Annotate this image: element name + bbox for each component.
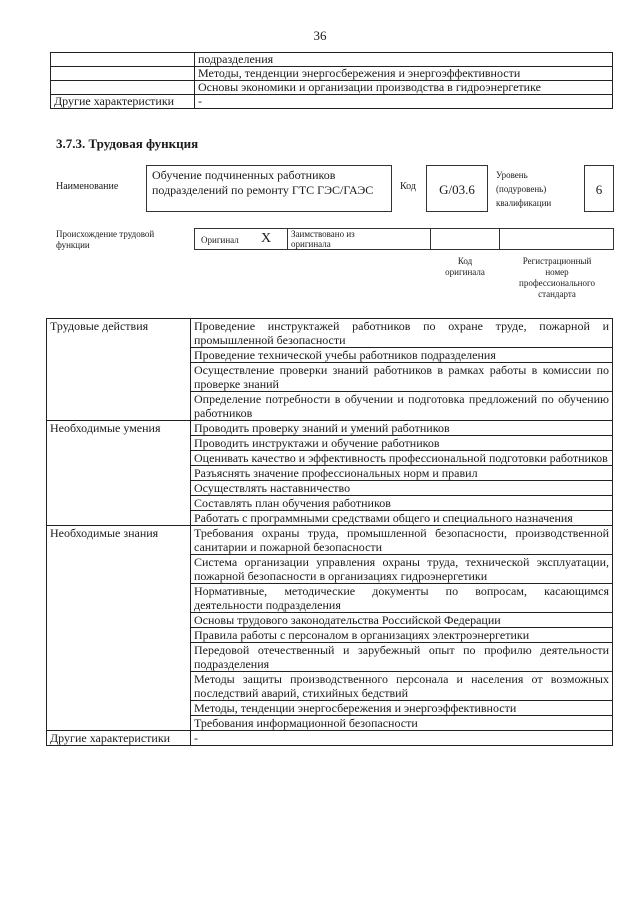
continuation-table	[50, 52, 613, 109]
table-cell: Работать с программными средствами общего и специального назначения	[191, 511, 613, 526]
original-label: Оригинал	[201, 235, 239, 245]
function-details-table	[46, 318, 613, 746]
section-title-required-skills: Необходимые умения	[47, 421, 191, 526]
level-label-line-1: Уровень	[496, 170, 528, 180]
other-characteristics-value: -	[195, 95, 613, 109]
other-characteristics-label: Другие характеристики	[47, 731, 191, 746]
table-cell: Основы экономики и организации производства в гидроэнергетике	[195, 81, 613, 95]
code-value-box: G/03.6	[426, 165, 488, 212]
table-cell: Проводить проверку знаний и умений работников	[191, 421, 613, 436]
borrowed-cell	[287, 228, 431, 250]
table-cell-empty	[51, 53, 195, 67]
table-cell: Методы, тенденции энергосбережения и энергоэффективности	[191, 701, 613, 716]
table-cell: подразделения	[195, 53, 613, 67]
level-label-line-3: квалификации	[496, 198, 552, 208]
borrowed-label-line-2: оригинала	[291, 239, 331, 249]
table-cell: Составлять план обучения работников	[191, 496, 613, 511]
table-row	[47, 421, 613, 436]
reg-caption-line-3: профессионального	[519, 278, 595, 288]
code-caption-line-1: Код	[457, 256, 473, 266]
borrowed-label-line-1: Заимствовано из	[291, 229, 355, 239]
registration-number-cell	[499, 228, 614, 250]
reg-caption-line-2: номер	[545, 267, 569, 277]
section-title-labor-actions: Трудовые действия	[47, 319, 191, 421]
level-value-box: 6	[584, 165, 614, 212]
table-cell: Осуществление проверки знаний работников в рамках работы в комиссии по проверке знаний	[191, 363, 613, 392]
table-row	[51, 81, 613, 95]
reg-caption-line-1: Регистрационный	[522, 256, 592, 266]
original-code-cell	[430, 228, 500, 250]
level-label-line-2: (подуровень)	[496, 184, 547, 194]
table-cell: Определение потребности в обучении и подготовка предложений по обучению работников	[191, 392, 613, 421]
table-cell: Требования охраны труда, промышленной безопасности, производственной санитарии и пожарной безопасности	[191, 526, 613, 555]
table-cell: Передовой отечественный и зарубежный опыт по профилю деятельности подразделения	[191, 643, 613, 672]
origin-row	[194, 228, 614, 250]
table-row	[47, 319, 613, 348]
table-cell: Осуществлять наставничество	[191, 481, 613, 496]
table-cell: Требования информационной безопасности	[191, 716, 613, 731]
origin-label-line-2: функции	[56, 240, 90, 250]
table-cell: Проводить инструктажи и обучение работников	[191, 436, 613, 451]
code-label: Код	[400, 181, 416, 192]
table-cell: Проведение инструктажей работников по охране труде, пожарной и промышленной безопасности	[191, 319, 613, 348]
table-row	[51, 67, 613, 81]
table-cell: Методы защиты производственного персонала и населения от возможных последствий аварий, стихийных бедствий	[191, 672, 613, 701]
original-cell	[194, 228, 288, 250]
section-title: 3.7.3. Трудовая функция	[56, 136, 199, 151]
origin-label-line-1: Происхождение трудовой	[56, 229, 155, 239]
table-cell: Правила работы с персоналом в организациях электроэнергетики	[191, 628, 613, 643]
table-cell: Проведение технической учебы работников подразделения	[191, 348, 613, 363]
table-cell-empty	[51, 81, 195, 95]
table-row	[47, 731, 613, 746]
table-cell: Оценивать качество и эффективность профессиональной подготовки работников	[191, 451, 613, 466]
name-label: Наименование	[56, 181, 119, 192]
original-mark: X	[261, 231, 272, 246]
table-cell: Основы трудового законодательства Российской Федерации	[191, 613, 613, 628]
other-characteristics-value: -	[191, 731, 613, 746]
name-value-box: Обучение подчиненных работников подразделений по ремонту ГТС ГЭС/ГАЭС	[146, 165, 392, 212]
code-caption-line-2: оригинала	[445, 267, 485, 277]
table-cell: Нормативные, методические документы по вопросам, касающимся деятельности подразделения	[191, 584, 613, 613]
section-title-required-knowledge: Необходимые знания	[47, 526, 191, 731]
reg-caption-line-4: стандарта	[538, 289, 576, 299]
table-row	[47, 526, 613, 555]
table-cell: Система организации управления охраны труда, технической эксплуатации, пожарной безопасности в организациях гидроэнергетики	[191, 555, 613, 584]
table-row	[51, 95, 613, 109]
table-cell-empty	[51, 67, 195, 81]
table-row	[51, 53, 613, 67]
other-characteristics-label: Другие характеристики	[51, 95, 195, 109]
page-number: 36	[313, 28, 327, 43]
table-cell: Методы, тенденции энергосбережения и энергоэффективности	[195, 67, 613, 81]
table-cell: Разъяснять значение профессиональных норм и правил	[191, 466, 613, 481]
